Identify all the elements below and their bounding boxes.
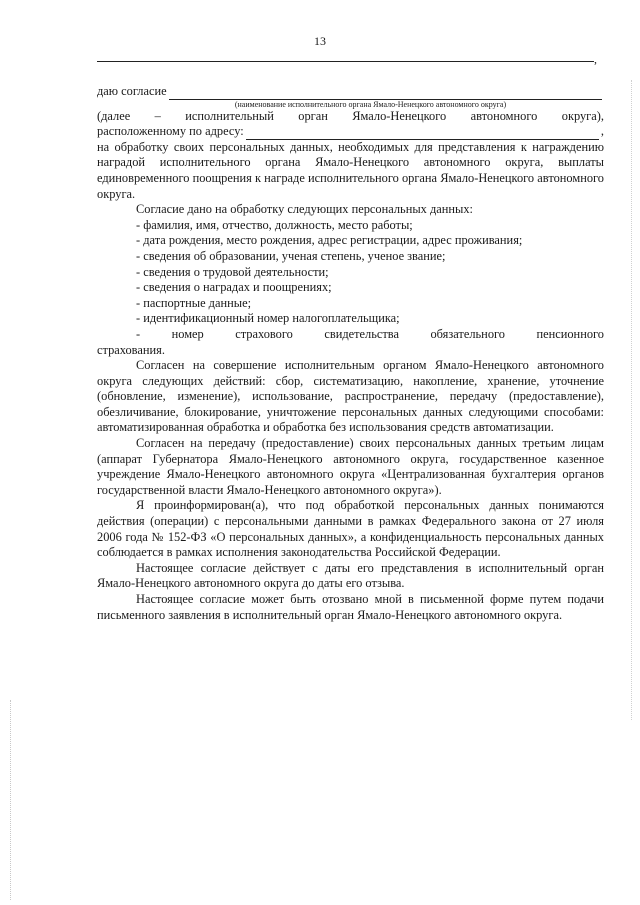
list-item: - сведения об образовании, ученая степень, ученое звание; xyxy=(136,248,446,263)
list-item: - идентификационный номер налогоплательщика; xyxy=(136,311,400,326)
paragraph-informed: Я проинформирован(а), что под обработкой персональных данных понимаются действия (операции) с персональными данными в рамках Федерального закона от 27 июля 2006 года № 152-ФЗ «О персональных данных», а конфиденциальность персональных данных соблюдается в рамках исполнения законодательства Российской Федерации. xyxy=(97,498,604,560)
paragraph-purpose: на обработку своих персональных данных, необходимых для представления к награждению наградой исполнительного органа Ямало-Ненецкого автономного округа, выплаты единовременного поощрения к награде исполнительного органа Ямало-Ненецкого автономного округа. xyxy=(97,139,604,201)
list-item: - сведения о наградах и поощрениях; xyxy=(136,280,332,295)
authority-name-fill-line xyxy=(169,88,602,100)
address-end: , xyxy=(600,124,604,139)
paragraph-validity: Настоящее согласие действует с даты его представления в исполнительный орган Ямало-Ненецкого автономного округа до даты его отзыва. xyxy=(97,560,604,591)
paragraph-revocation: Настоящее согласие может быть отозвано мной в письменной форме путем подачи письменного заявления в исполнительный орган Ямало-Ненецкого автономного округа. xyxy=(97,592,604,622)
list-item: - фамилия, имя, отчество, должность, место работы; xyxy=(136,217,413,232)
page-number: 13 xyxy=(314,34,326,48)
list-item: - сведения о трудовой деятельности; xyxy=(136,264,329,279)
consent-row xyxy=(97,84,604,100)
list-item: - дата рождения, место рождения, адрес регистрации, адрес проживания; xyxy=(136,233,523,248)
scan-edge-right xyxy=(631,80,632,720)
list-item: - номер страхового свидетельства обязательного пенсионного xyxy=(136,326,604,341)
list-intro: Согласие дано на обработку следующих персональных данных: xyxy=(136,202,473,217)
paragraph-line: (далее – исполнительный орган Ямало-Ненецкого автономного округа), xyxy=(97,108,604,123)
address-fill-line xyxy=(246,128,599,140)
address-label: расположенному по адресу: xyxy=(97,124,244,139)
paragraph-processing-actions: Согласен на совершение исполнительным органом Ямало-Ненецкого автономного округа следующих действий: сбор, систематизацию, накопление, хранение, уточнение (обновление, изменение), использование, распространение, передачу (предоставление), обезличивание, блокирование, уничтожение персональных данных следующими способами: автоматизированная обработка и обработка без использования средств автоматизации. xyxy=(97,358,604,435)
list-item-continuation: страхования. xyxy=(97,342,165,357)
paragraph-third-parties: Согласен на передачу (предоставление) своих персональных данных третьим лицам (аппарат Губернатора Ямало-Ненецкого автономного округа, государственное казенное учреждение Ямало-Ненецкого автономного округа «Централизованная бухгалтерия органов государственной власти Ямало-Ненецкого автономного округа»). xyxy=(97,436,604,497)
consent-body xyxy=(97,84,604,623)
list-item: - паспортные данные; xyxy=(136,295,252,310)
top-fill-line xyxy=(97,61,594,62)
authority-caption: (наименование исполнительного органа Ямало-Ненецкого автономного округа) xyxy=(234,99,507,109)
scan-edge-left xyxy=(10,700,11,900)
address-row xyxy=(97,124,604,140)
consent-label: даю согласие xyxy=(97,84,167,98)
top-fill-line-comma: , xyxy=(594,52,597,66)
